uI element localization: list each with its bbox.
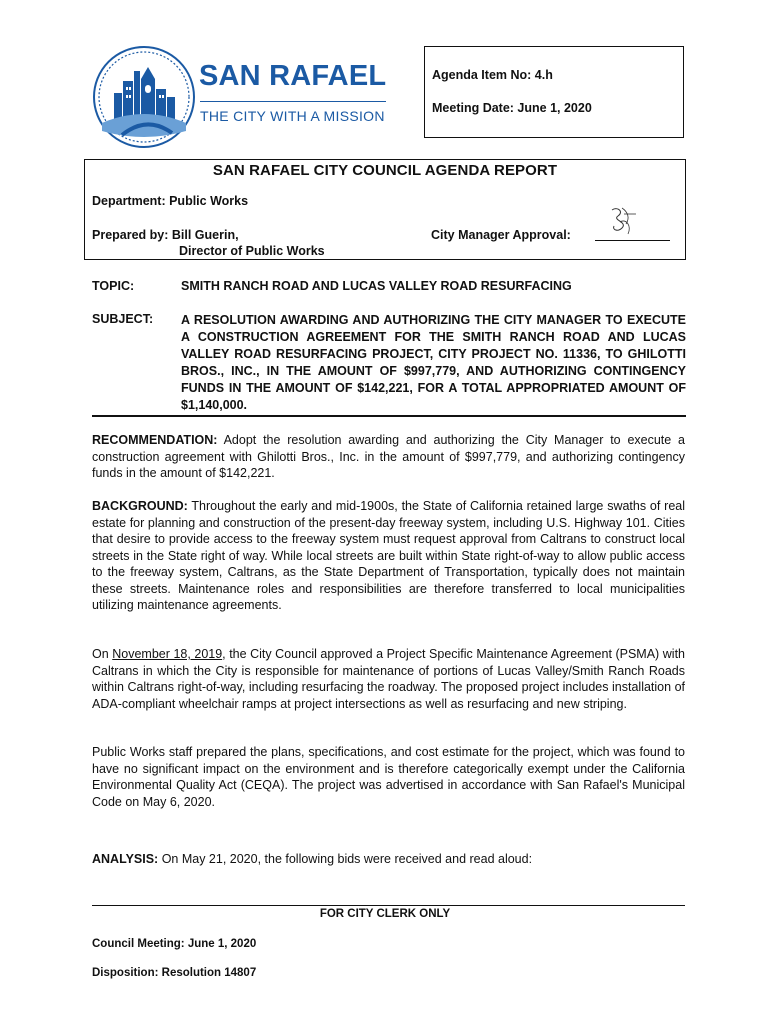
november-18-2019-link[interactable]: November 18, 2019 — [112, 647, 223, 661]
recommendation-paragraph — [92, 432, 685, 482]
city-clerk-heading: FOR CITY CLERK ONLY — [319, 908, 451, 920]
agenda-item-number: Agenda Item No: 4.h — [432, 68, 553, 82]
psma-lead: On — [92, 647, 113, 661]
public-works-paragraph: Public Works staff prepared the plans, specifications, and cost estimate for the project, which was found to have no significant impact on the environment and is therefore categorically exempt under the California Environmental Quality Act (CEQA). The project was advertised in accordance with San Rafael's Municipal Code on May 6, 2020. — [92, 745, 685, 809]
prepared-by-title: Director of Public Works — [179, 244, 325, 258]
footer-divider — [92, 905, 685, 906]
psma-text: , the City Council approved a Project Specific Maintenance Agreement (PSMA) with Caltrans in which the City is responsible for maintenance of portions of Lucas Valley/Smith Ranch Roads within Caltrans right-of-way, including resurfacing the roadway. The proposed project includes installation of ADA-compliant wheelchair ramps at project intersections as well as resurfacing and new striping. — [92, 647, 685, 711]
psma-paragraph — [92, 646, 685, 712]
city-seal-logo — [92, 45, 196, 149]
city-manager-approval-label: City Manager Approval: — [431, 228, 571, 242]
subject-label: SUBJECT: — [92, 312, 154, 326]
recommendation-text: Adopt the resolution awarding and authorizing the City Manager to execute a construction agreement with Ghilotti Bros., Inc. in the amount of $997,779, and authorizing contingency funds in the amount of $142,221. — [92, 433, 685, 480]
prepared-by-line: Prepared by: Bill Guerin, — [92, 228, 239, 242]
subject-text: A RESOLUTION AWARDING AND AUTHORIZING THE CITY MANAGER TO EXECUTE A CONSTRUCTION AGREEMENT FOR THE SMITH RANCH ROAD AND LUCAS VALLEY ROAD RESURFACING PROJECT, CITY PROJECT NO. 11336, TO GHILOTTI BROS., INC., IN THE AMOUNT OF $997,779, AND AUTHORIZING CONTINGENCY FUNDS IN THE AMOUNT OF $142,221, FOR A TOTAL APPROPRIATED AMOUNT OF $1,140,000. — [181, 313, 686, 412]
recommendation-label: RECOMMENDATION: — [92, 433, 218, 447]
department-line: Department: Public Works — [92, 194, 249, 208]
logo-divider — [200, 101, 386, 102]
approval-signature-line — [595, 240, 670, 241]
analysis-paragraph — [92, 851, 685, 868]
background-label: BACKGROUND: — [92, 499, 188, 513]
disposition-line: Disposition: Resolution 14807 — [92, 967, 257, 979]
section-divider — [92, 415, 686, 417]
topic-text: SMITH RANCH ROAD AND LUCAS VALLEY ROAD RESURFACING — [181, 279, 572, 293]
report-header-box — [84, 159, 686, 260]
council-meeting-line: Council Meeting: June 1, 2020 — [92, 938, 257, 950]
background-text: Throughout the early and mid-1900s, the State of California retained large swaths of real estate for planning and construction of the present-day freeway system, including U.S. Highway 101. Cities that desire to provide access to the freeway system must request approval from Caltrans to construct local streets in the State right of way. While local streets are built within State right-of-way to allow public access to the freeway system, Caltrans, as the State Department of Transportation, typically does not maintain these streets. Maintenance roles and responsibilities are therefore transferred to local municipalities utilizing maintenance agreements. — [92, 499, 685, 612]
approval-signature-mark — [604, 204, 642, 238]
analysis-label: ANALYSIS: — [92, 852, 159, 866]
meeting-date: Meeting Date: June 1, 2020 — [432, 101, 592, 115]
city-name-logo: SAN RAFAEL — [199, 60, 387, 92]
topic-label: TOPIC: — [92, 279, 135, 293]
agenda-info-box — [424, 46, 684, 138]
background-paragraph — [92, 498, 685, 614]
city-tagline: THE CITY WITH A MISSION — [200, 108, 385, 124]
analysis-text: On May 21, 2020, the following bids were received and read aloud: — [158, 852, 533, 866]
report-title: SAN RAFAEL CITY COUNCIL AGENDA REPORT — [212, 162, 558, 179]
